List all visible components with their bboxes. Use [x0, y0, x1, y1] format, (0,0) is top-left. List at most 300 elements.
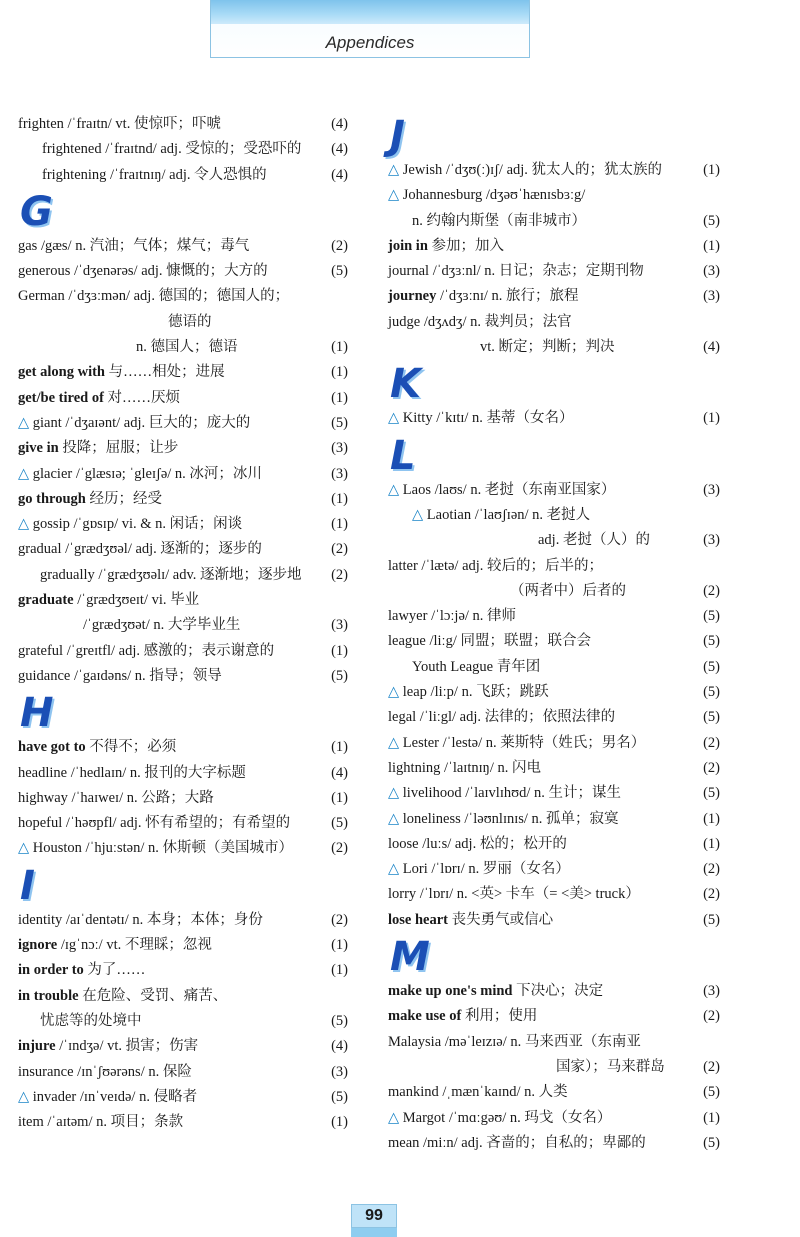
entry-text	[18, 1034, 198, 1059]
entry-definition: invader /ɪnˈveɪdə/ n. 侵略者	[32, 1088, 198, 1105]
unit-number: (3)	[703, 532, 720, 549]
unit-number: (1)	[331, 516, 348, 533]
entry-definition: guidance /ˈgaɪdəns/ n. 指导；领导	[18, 667, 222, 684]
glossary-entry	[18, 537, 348, 562]
entry-text	[18, 537, 262, 562]
unit-number: (1)	[703, 835, 720, 852]
entry-text	[388, 1080, 568, 1105]
unit-number: (1)	[331, 389, 348, 406]
glossary-entry	[18, 335, 348, 360]
entry-definition: Laos /laʊs/ n. 老挝（东南亚国家）	[402, 481, 616, 498]
entry-definition: 国家）；马来群岛	[556, 1058, 665, 1075]
glossary-entry	[18, 588, 348, 613]
entry-text	[510, 579, 626, 604]
glossary-entry	[18, 664, 348, 689]
triangle-icon: △	[18, 465, 33, 482]
glossary-entry	[18, 1060, 348, 1085]
entry-definition: 丧失勇气或信心	[448, 911, 554, 928]
letter-heading-text: I	[20, 862, 35, 909]
phrase-headword: journey	[388, 288, 437, 305]
glossary-column-right	[388, 112, 720, 1156]
glossary-entry	[18, 411, 348, 436]
entry-text	[412, 655, 540, 680]
letter-heading	[388, 432, 720, 478]
glossary-entry	[18, 1034, 348, 1059]
entry-definition: Johannesburg /dʒəʊˈhænɪsbɜːg/	[402, 187, 586, 204]
phrase-headword: ignore	[18, 937, 58, 954]
letter-heading-text: H	[20, 690, 54, 737]
entry-text	[40, 1009, 142, 1034]
entry-definition: 下决心；决定	[512, 983, 604, 1000]
glossary-entry	[18, 1085, 348, 1110]
unit-number: (2)	[331, 911, 348, 928]
glossary-entry	[388, 680, 720, 705]
entry-text	[18, 836, 293, 861]
entry-definition: 利用；使用	[461, 1008, 538, 1025]
letter-heading-text: L	[390, 432, 416, 479]
glossary-entry	[388, 882, 720, 907]
entry-definition: generous /ˈdʒenərəs/ adj. 慷慨的；大方的	[18, 263, 268, 280]
unit-number: (5)	[703, 1134, 720, 1151]
unit-number: (5)	[331, 1088, 348, 1105]
triangle-icon: △	[388, 1109, 403, 1126]
entry-text	[18, 908, 263, 933]
unit-number: (1)	[331, 339, 348, 356]
glossary-entry	[18, 933, 348, 958]
glossary-entry	[388, 579, 720, 604]
entry-definition: legal /ˈliːgl/ adj. 法律的；依照法律的	[388, 709, 616, 726]
glossary-entry	[18, 958, 348, 983]
glossary-entry	[18, 360, 348, 385]
entry-text	[83, 613, 240, 638]
entry-text	[388, 731, 645, 756]
glossary-entry	[388, 183, 720, 208]
unit-number: (5)	[331, 667, 348, 684]
entry-definition: Laotian /ˈlaʊʃɪən/ n. 老挝人	[426, 506, 591, 523]
entry-definition: 经历；经受	[85, 490, 162, 507]
letter-heading	[18, 188, 348, 234]
unit-number: (2)	[331, 840, 348, 857]
triangle-icon: △	[388, 861, 403, 878]
unit-number: (4)	[331, 1038, 348, 1055]
entry-definition: Margot /ˈmɑːgəʊ/ n. 玛戈（女名）	[402, 1109, 612, 1126]
triangle-icon: △	[18, 840, 33, 857]
entry-definition: livelihood /ˈlaɪvlɪhʊd/ n. 生计；谋生	[402, 785, 621, 802]
entry-definition: identity /aɪˈdentətɪ/ n. 本身；本体；身份	[18, 911, 263, 928]
glossary-entry	[388, 158, 720, 183]
entry-text	[388, 882, 640, 907]
entry-definition: gradual /ˈgrædʒʊəl/ adj. 逐渐的；逐步的	[18, 541, 262, 558]
entry-definition: 不得不；必须	[85, 739, 177, 756]
entry-definition: mean /miːn/ adj. 吝啬的；自私的；卑鄙的	[388, 1134, 646, 1151]
entry-text	[388, 680, 549, 705]
glossary-entry	[388, 756, 720, 781]
unit-number: (1)	[703, 237, 720, 254]
glossary-entry	[18, 786, 348, 811]
unit-number: (5)	[703, 911, 720, 928]
entry-text	[388, 979, 603, 1004]
unit-number: (2)	[331, 566, 348, 583]
entry-definition: gossip /ˈgɒsɪp/ vi. & n. 闲话；闲谈	[32, 516, 243, 533]
entry-text	[388, 183, 585, 208]
glossary-entry	[18, 487, 348, 512]
entry-text	[388, 832, 567, 857]
entry-text	[388, 554, 603, 579]
entry-text	[388, 1131, 646, 1156]
glossary-entry	[18, 310, 348, 335]
entry-definition: 参加；加入	[427, 237, 505, 254]
entry-definition: Kitty /ˈkɪtɪ/ n. 基蒂（女名）	[402, 410, 574, 427]
triangle-icon: △	[388, 481, 403, 498]
entry-text	[18, 360, 225, 385]
glossary-entry	[18, 735, 348, 760]
entry-text	[18, 112, 221, 137]
triangle-icon: △	[388, 410, 403, 427]
unit-number: (5)	[703, 658, 720, 675]
entry-text	[18, 234, 249, 259]
entry-definition: n. 约翰内斯堡（南非城市）	[412, 212, 586, 229]
entry-definition: adj. 老挝（人）的	[538, 532, 650, 549]
unit-number: (4)	[331, 116, 348, 132]
entry-definition: judge /dʒʌdʒ/ n. 裁判员；法官	[388, 313, 572, 330]
entry-definition: 与……相处；进展	[105, 364, 225, 381]
triangle-icon: △	[18, 1088, 33, 1105]
banner-water-band	[211, 0, 529, 24]
glossary-entry	[388, 528, 720, 553]
entry-definition: /ˈdʒɜːnɪ/ n. 旅行；旅程	[436, 288, 579, 305]
glossary-entry	[18, 1110, 348, 1135]
entry-text	[412, 209, 586, 234]
entry-text	[168, 310, 212, 335]
letter-heading-text: J	[390, 113, 405, 159]
unit-number: (5)	[703, 709, 720, 726]
glossary-entry	[388, 310, 720, 335]
phrase-headword: in order to	[18, 962, 84, 979]
entry-definition: highway /ˈhaɪweɪ/ n. 公路；大路	[18, 789, 214, 806]
entry-definition: vt. 断定；判断；判决	[480, 339, 615, 356]
unit-number: (1)	[703, 810, 720, 827]
entry-text	[388, 705, 615, 730]
triangle-icon: △	[18, 516, 33, 533]
unit-number: (2)	[703, 1008, 720, 1025]
glossary-entry	[388, 832, 720, 857]
glossary-entry	[18, 259, 348, 284]
entry-definition: hopeful /ˈhəʊpfl/ adj. 怀有希望的；有希望的	[18, 815, 291, 832]
unit-number: (1)	[703, 1109, 720, 1126]
entry-text	[18, 1060, 192, 1085]
entry-definition: journal /ˈdʒɜːnl/ n. 日记；杂志；定期刊物	[388, 263, 644, 280]
entry-text	[18, 984, 227, 1009]
entry-definition: frightening /ˈfraɪtnɪŋ/ adj. 令人恐惧的	[42, 166, 267, 183]
letter-heading-text: M	[390, 934, 430, 981]
unit-number: (2)	[331, 541, 348, 558]
unit-number: (2)	[331, 237, 348, 254]
entry-text	[42, 137, 301, 162]
unit-number: (4)	[331, 764, 348, 781]
unit-number: (2)	[703, 886, 720, 903]
unit-number: (4)	[331, 141, 348, 158]
phrase-headword: make up one's mind	[388, 983, 513, 1000]
phrase-headword: join in	[388, 237, 428, 254]
unit-number: (3)	[331, 440, 348, 457]
entry-text	[388, 857, 570, 882]
entry-definition: league /liːg/ 同盟；联盟；联合会	[388, 633, 591, 650]
entry-text	[388, 478, 615, 503]
entry-definition: German /ˈdʒɜːmən/ adj. 德国的；德国人的；	[18, 288, 290, 305]
entry-definition: /ɪgˈnɔː/ vt. 不理睬；忽视	[57, 937, 212, 954]
glossary-entry	[18, 613, 348, 638]
triangle-icon: △	[388, 187, 403, 204]
unit-number: (2)	[703, 759, 720, 776]
triangle-icon: △	[18, 414, 33, 431]
glossary-entry	[388, 655, 720, 680]
section-banner	[210, 0, 530, 58]
glossary-entry	[18, 386, 348, 411]
entry-text	[388, 234, 504, 259]
glossary-entry	[18, 436, 348, 461]
entry-definition: frighten /ˈfraɪtn/ vt. 使惊吓；吓唬	[18, 116, 221, 132]
unit-number: (2)	[703, 734, 720, 751]
entry-definition: 德语的	[168, 313, 212, 330]
unit-number: (1)	[331, 937, 348, 954]
unit-number: (5)	[703, 785, 720, 802]
entry-text	[18, 933, 212, 958]
triangle-icon: △	[388, 162, 403, 178]
triangle-icon: △	[412, 506, 427, 523]
entry-definition: loneliness /ˈləʊnlɪnɪs/ n. 孤单；寂寞	[402, 810, 619, 827]
triangle-icon: △	[388, 684, 403, 701]
phrase-headword: in trouble	[18, 987, 79, 1004]
glossary-entry	[18, 512, 348, 537]
entry-text	[18, 436, 178, 461]
letter-heading	[388, 112, 720, 158]
unit-number: (4)	[703, 339, 720, 356]
unit-number: (3)	[703, 481, 720, 498]
entry-definition: /ˈɪndʒə/ vt. 损害；伤害	[55, 1038, 199, 1055]
unit-number: (5)	[703, 212, 720, 229]
entry-text	[388, 259, 644, 284]
entry-definition: Houston /ˈhjuːstən/ n. 休斯顿（美国城市）	[32, 840, 293, 857]
glossary-entry	[388, 503, 720, 528]
glossary-entry	[388, 284, 720, 309]
entry-definition: 忧虑等的处境中	[40, 1012, 142, 1029]
glossary-entry	[18, 137, 348, 162]
unit-number: (5)	[703, 633, 720, 650]
entry-text	[18, 512, 242, 537]
glossary-entry	[388, 554, 720, 579]
letter-heading-text: G	[20, 188, 53, 235]
unit-number: (2)	[703, 582, 720, 599]
unit-number: (1)	[331, 789, 348, 806]
entry-definition: Jewish /ˈdʒʊ(ː)ɪʃ/ adj. 犹太人的；犹太族的	[402, 162, 663, 178]
entry-text	[388, 908, 553, 933]
entry-text	[388, 1030, 641, 1055]
glossary-entry	[388, 705, 720, 730]
entry-text	[388, 158, 662, 183]
unit-number: (1)	[331, 642, 348, 659]
entry-text	[412, 503, 590, 528]
entry-definition: loose /luːs/ adj. 松的；松开的	[388, 835, 567, 852]
glossary-entry	[388, 1030, 720, 1055]
entry-definition: Lori /ˈlɒrɪ/ n. 罗丽（女名）	[402, 861, 570, 878]
entry-text	[18, 1110, 183, 1135]
letter-heading	[388, 933, 720, 979]
entry-definition: frightened /ˈfraɪtnd/ adj. 受惊的；受恐吓的	[42, 141, 302, 158]
glossary-entry	[388, 478, 720, 503]
entry-definition: mankind /ˌmænˈkaɪnd/ n. 人类	[388, 1084, 568, 1101]
letter-heading-text: K	[390, 361, 421, 408]
entry-definition: Malaysia /məˈleɪzɪə/ n. 马来西亚（东南亚	[388, 1033, 641, 1050]
glossary-entry	[388, 1131, 720, 1156]
entry-definition: Youth League 青年团	[412, 658, 541, 675]
phrase-headword: make use of	[388, 1008, 462, 1025]
triangle-icon: △	[388, 785, 403, 802]
entry-text	[18, 259, 268, 284]
unit-number: (5)	[703, 684, 720, 701]
phrase-headword: lose heart	[388, 911, 448, 928]
entry-text	[388, 629, 591, 654]
unit-number: (5)	[331, 263, 348, 280]
glossary-entry	[18, 908, 348, 933]
unit-number: (3)	[703, 288, 720, 305]
entry-text	[538, 528, 650, 553]
glossary-entry	[388, 1080, 720, 1105]
entry-text	[388, 807, 619, 832]
glossary-entry	[388, 1055, 720, 1080]
entry-definition: 投降；屈服；让步	[58, 440, 179, 457]
entry-definition: /ˈgrædʒʊət/ n. 大学毕业生	[83, 617, 241, 634]
glossary-entry	[18, 163, 348, 188]
entry-definition: 对……厌烦	[103, 389, 181, 406]
entry-definition: insurance /ɪnˈʃʊərəns/ n. 保险	[18, 1063, 192, 1080]
unit-number: (4)	[331, 166, 348, 183]
unit-number: (1)	[331, 962, 348, 979]
phrase-headword: get/be tired of	[18, 389, 104, 406]
entry-text	[388, 406, 574, 431]
phrase-headword: injure	[18, 1038, 56, 1055]
glossary-entry	[18, 563, 348, 588]
entry-definition: gas /gæs/ n. 汽油；气体；煤气；毒气	[18, 237, 250, 254]
unit-number: (3)	[703, 263, 720, 280]
entry-text	[388, 604, 516, 629]
entry-definition: leap /liːp/ n. 飞跃；跳跃	[402, 684, 549, 701]
entry-definition: （两者中）后者的	[510, 582, 626, 599]
unit-number: (1)	[331, 490, 348, 507]
entry-definition: latter /ˈlætə/ adj. 较后的；后半的；	[388, 557, 604, 574]
entry-text	[18, 1085, 197, 1110]
letter-heading	[388, 360, 720, 406]
entry-text	[42, 163, 267, 188]
glossary-entry	[388, 629, 720, 654]
entry-text	[556, 1055, 665, 1080]
entry-text	[388, 781, 621, 806]
entry-text	[18, 487, 162, 512]
glossary-entry	[388, 979, 720, 1004]
glossary-entry	[18, 462, 348, 487]
entry-text	[18, 761, 246, 786]
entry-definition: 为了……	[83, 962, 146, 979]
entry-text	[40, 563, 302, 588]
entry-definition: lorry /ˈlɒrɪ/ n. <英> 卡车（= <美> truck）	[388, 886, 640, 903]
unit-number: (3)	[703, 983, 720, 1000]
glossary-entry	[388, 807, 720, 832]
entry-text	[18, 958, 145, 983]
glossary-entry	[388, 857, 720, 882]
glossary-entry	[388, 335, 720, 360]
glossary-entry	[18, 284, 348, 309]
unit-number: (1)	[703, 410, 720, 427]
glossary-entry	[388, 731, 720, 756]
unit-number: (3)	[331, 465, 348, 482]
triangle-icon: △	[388, 734, 403, 751]
phrase-headword: graduate	[18, 592, 74, 609]
glossary-entry	[388, 1106, 720, 1131]
entry-definition: Lester /ˈlestə/ n. 莱斯特（姓氏；男名）	[402, 734, 646, 751]
glossary-entry	[18, 836, 348, 861]
glossary-entry	[18, 234, 348, 259]
glossary-entry	[388, 908, 720, 933]
glossary-entry	[18, 761, 348, 786]
unit-number: (5)	[331, 414, 348, 431]
unit-number: (5)	[703, 1084, 720, 1101]
unit-number: (1)	[703, 162, 720, 178]
section-title: Appendices	[325, 33, 415, 52]
entry-definition: grateful /ˈgreɪtfl/ adj. 感激的；表示谢意的	[18, 642, 275, 659]
entry-definition: glacier /ˈglæsɪə; ˈgleɪʃə/ n. 冰河；冰川	[32, 465, 262, 482]
glossary-entry	[18, 811, 348, 836]
entry-definition: lawyer /ˈlɔːjə/ n. 律师	[388, 608, 517, 625]
glossary-entry	[388, 1004, 720, 1029]
entry-text	[136, 335, 238, 360]
entry-text	[18, 411, 250, 436]
unit-number: (1)	[331, 364, 348, 381]
unit-number: (5)	[331, 815, 348, 832]
glossary-entry	[18, 112, 348, 137]
unit-number: (2)	[703, 1058, 720, 1075]
glossary-entry	[388, 259, 720, 284]
entry-text	[480, 335, 615, 360]
entry-definition: lightning /ˈlaɪtnɪŋ/ n. 闪电	[388, 759, 541, 776]
page-number: 99	[351, 1204, 397, 1228]
phrase-headword: get along with	[18, 364, 105, 381]
unit-number: (3)	[331, 1063, 348, 1080]
entry-text	[18, 811, 290, 836]
entry-definition: item /ˈaɪtəm/ n. 项目；条款	[18, 1114, 184, 1131]
entry-text	[388, 1106, 611, 1131]
entry-text	[18, 588, 199, 613]
entry-text	[388, 284, 579, 309]
unit-number: (5)	[331, 1012, 348, 1029]
glossary-entry	[18, 984, 348, 1009]
letter-heading	[18, 862, 348, 908]
unit-number: (5)	[703, 608, 720, 625]
entry-definition: n. 德国人；德语	[136, 339, 238, 356]
unit-number: (3)	[331, 617, 348, 634]
unit-number: (1)	[331, 739, 348, 756]
entry-text	[18, 284, 289, 309]
entry-text	[388, 1004, 537, 1029]
entry-definition: 在危险、受罚、痛苦、	[78, 987, 228, 1004]
phrase-headword: give in	[18, 440, 59, 457]
entry-text	[18, 386, 180, 411]
entry-text	[388, 310, 572, 335]
glossary-entry	[388, 604, 720, 629]
unit-number: (2)	[703, 861, 720, 878]
entry-text	[18, 786, 214, 811]
entry-definition: giant /ˈdʒaɪənt/ adj. 巨大的；庞大的	[32, 414, 251, 431]
entry-text	[18, 664, 222, 689]
glossary-entry	[388, 406, 720, 431]
